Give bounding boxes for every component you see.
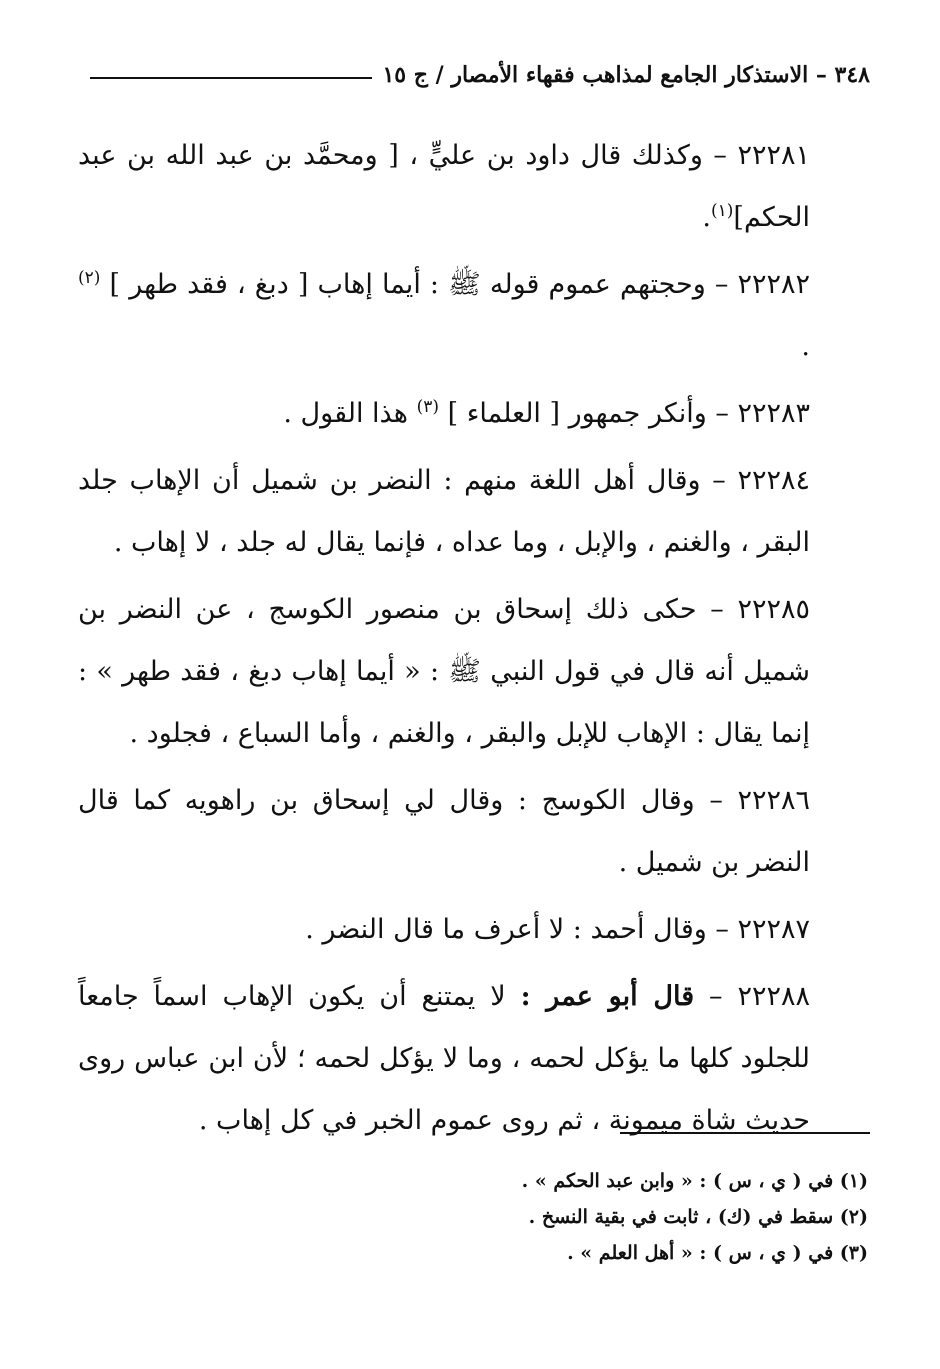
paragraph-22284: ٢٢٢٨٤ – وقال أهل اللغة منهم : النضر بن شميل أن الإهاب جلد البقر ، والغنم ، والإبل ، وما عداه ، فإنما يقال له جلد ، لا إهاب . [78, 465, 810, 558]
paragraph-text: وأنكر جمهور [ العلماء ] [447, 398, 707, 429]
paragraph-text: وقال أحمد : لا أعرف ما قال النضر . [305, 914, 707, 945]
footnotes [78, 1163, 868, 1271]
paragraph-text-continued: هذا القول . [283, 398, 408, 429]
paragraph-number: ٢٢٢٨٨ [737, 981, 810, 1012]
author-attribution: قال أبو عمر : [520, 981, 695, 1012]
main-text [78, 125, 870, 1157]
paragraph-number: ٢٢٢٨٦ [737, 785, 810, 816]
paragraph-text: وقال أهل اللغة منهم : النضر بن شميل أن الإهاب جلد البقر ، والغنم ، والإبل ، وما عداه ، فإنما يقال له جلد ، لا إهاب . [78, 465, 810, 558]
paragraph-number: ٢٢٢٨٤ [737, 465, 810, 496]
footnote-rule [620, 1132, 870, 1134]
footnote-marker: (٢) [78, 268, 101, 288]
paragraph-text: لا يمتنع أن يكون الإهاب اسماً جامعاً للجلود كلها ما يؤكل لحمه ، وما لا يؤكل لحمه ؛ لأن ابن عباس روى حديث شاة ميمونة ، ثم روى عموم الخبر في كل إهاب . [78, 981, 810, 1136]
running-header [90, 58, 870, 92]
paragraph-22282: ٢٢٢٨٢ – وحجتهم عموم قوله ﷺ : أيما إهاب [ دبغ ، فقد طهر ] $^{(٢)}$ . [78, 268, 810, 362]
paragraph-22281: ٢٢٢٨١ – وكذلك قال داود بن عليٍّ ، [ ومحمَّد بن عبد الله بن عبد الحكم]$^{(١)}$. [78, 140, 810, 233]
paragraph-22286: ٢٢٢٨٦ – وقال الكوسج : وقال لي إسحاق بن راهويه كما قال النضر بن شميل . [78, 785, 810, 878]
footnote-marker: (٣) [416, 397, 439, 417]
running-title: ٣٤٨ – الاستذكار الجامع لمذاهب فقهاء الأمصار / ج ١٥ [382, 62, 870, 88]
paragraph-text: وقال الكوسج : وقال لي إسحاق بن راهويه كما قال النضر بن شميل . [78, 785, 810, 878]
paragraph-22287: ٢٢٢٨٧ – وقال أحمد : لا أعرف ما قال النضر . [305, 914, 810, 945]
paragraph-number: ٢٢٢٨١ [737, 140, 810, 171]
paragraph-text: وحجتهم عموم قوله ﷺ : أيما إهاب [ دبغ ، فقد طهر ] [109, 269, 706, 300]
paragraph-text: حكى ذلك إسحاق بن منصور الكوسج ، عن النضر بن شميل أنه قال في قول النبي ﷺ : « أيما إهاب دبغ ، فقد طهر » : إنما يقال : الإهاب للإبل والبقر ، والغنم ، وأما السباع ، فجلود . [78, 594, 810, 749]
paragraph-number: ٢٢٢٨٧ [737, 914, 810, 945]
paragraph-text: وكذلك قال داود بن عليٍّ ، [ ومحمَّد بن عبد الله بن عبد الحكم] [78, 140, 810, 233]
footnote-marker: (١) [711, 201, 734, 221]
paragraph-number: ٢٢٢٨٣ [737, 398, 810, 429]
paragraph-number: ٢٢٢٨٢ [737, 269, 810, 300]
footnote-2: (٢) سقط في (ك) ، ثابت في بقية النسخ . [528, 1206, 868, 1228]
header-rule [90, 77, 372, 79]
paragraph-22288: ٢٢٢٨٨ – قال أبو عمر : لا يمتنع أن يكون الإهاب اسماً جامعاً للجلود كلها ما يؤكل لحمه ، وما لا يؤكل لحمه ؛ لأن ابن عباس روى حديث شاة ميمونة ، ثم روى عموم الخبر في كل إهاب . [78, 981, 810, 1136]
paragraph-22283: ٢٢٢٨٣ – وأنكر جمهور [ العلماء ] $^{(٣)}$ هذا القول . [283, 397, 810, 429]
paragraph-number: ٢٢٢٨٥ [737, 594, 810, 625]
footnote-1: (١) في ( ي ، س ) : « وابن عبد الحكم » . [521, 1170, 868, 1192]
paragraph-22285: ٢٢٢٨٥ – حكى ذلك إسحاق بن منصور الكوسج ، عن النضر بن شميل أنه قال في قول النبي ﷺ : « أيما إهاب دبغ ، فقد طهر » : إنما يقال : الإهاب للإبل والبقر ، والغنم ، وأما السباع ، فجلود . [78, 594, 810, 749]
footnote-3: (٣) في ( ي ، س ) : « أهل العلم » . [567, 1242, 868, 1264]
